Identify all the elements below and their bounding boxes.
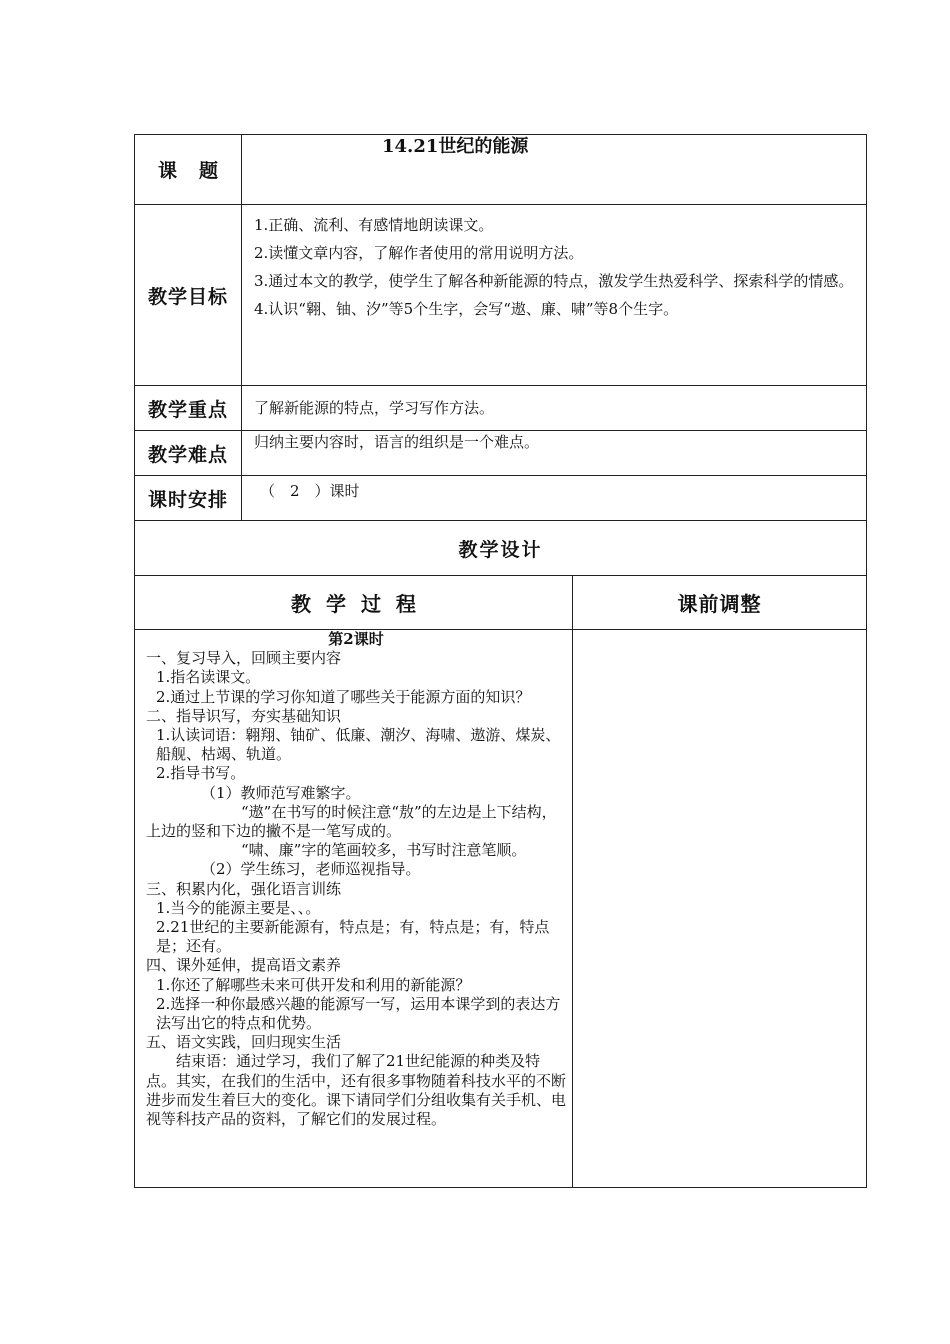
key-points-text: 了解新能源的特点，学习写作方法。 — [254, 399, 495, 417]
goal-item: 1.正确、流利、有感情地朗读课文。 — [254, 216, 494, 234]
title-row — [135, 135, 866, 205]
hours-text: （ 2 ）课时 — [260, 482, 360, 500]
adjust-header: 课前调整 — [677, 592, 762, 616]
process-line: 2.21世纪的主要新能源有，特点是；有，特点是；有，特点是；还有。 — [156, 918, 550, 956]
process-line: 2.通过上节课的学习你知道了哪些关于能源方面的知识？ — [156, 687, 531, 706]
process-line: （1）教师范写难繁字。 — [201, 783, 361, 802]
process-header: 教 学 过 程 — [135, 576, 573, 629]
goals-label: 教学目标 — [135, 205, 242, 385]
process-content — [135, 630, 573, 1187]
process-line: 2.指导书写。 — [156, 764, 246, 783]
key-points-row — [135, 386, 866, 431]
lesson-title: 14.21世纪的能源 — [382, 136, 529, 157]
process-line: 2.选择一种你最感兴趣的能源写一写，运用本课学到的表达方法写出它的特点和优势。 — [156, 994, 561, 1033]
goals-list — [242, 205, 866, 385]
process-line-text: “啸、廉”字的笔画较多，书写时注意笔顺。 — [241, 841, 527, 860]
section-heading: 四、课外延伸，提高语文素养 — [146, 956, 342, 975]
process-line — [146, 841, 566, 860]
goals-row — [135, 205, 866, 386]
difficulties-text: 归纳主要内容时，语言的组织是一个难点。 — [254, 433, 540, 451]
goal-item: 4.认识“翱、铀、汐”等5个生字，会写“遨、廉、啸”等8个生字。 — [254, 300, 679, 318]
lesson-plan-table — [134, 134, 867, 1188]
adjust-content — [573, 630, 866, 1187]
title-label: 课题 — [135, 135, 242, 204]
process-line-text: “遨”在书写的时候注意“敖”的左边是上下结构，上边的竖和下边的撇不是一笔写成的。 — [146, 802, 557, 841]
key-points-label: 教学重点 — [135, 386, 242, 430]
process-line: 1.指名读课文。 — [156, 668, 261, 687]
process-line: 1.你还了解哪些未来可供开发和利用的新能源？ — [156, 975, 471, 994]
difficulties-label: 教学难点 — [135, 431, 242, 475]
process-line: （2）学生练习，老师巡视指导。 — [201, 860, 421, 879]
difficulties-row — [135, 431, 866, 476]
section-heading: 二、指导识写，夯实基础知识 — [146, 706, 342, 725]
process-line-text: 结束语：通过学习，我们了解了21世纪能源的种类及特点。其实，在我们的生活中，还有很多事物随着科技水平的不断进步而发生着巨大的变化。课下请同学们分组收集有关手机、电视等科技产品的资料，了解它们的发展过程。 — [146, 1052, 567, 1129]
goal-item: 3.通过本文的教学，使学生了解各种新能源的特点，激发学生热爱科学、探索科学的情感。 — [254, 272, 854, 290]
lesson-number: 第2课时 — [328, 630, 384, 648]
hours-row — [135, 476, 866, 521]
section-heading: 五、语文实践，回归现实生活 — [146, 1033, 342, 1052]
process-line — [146, 803, 566, 841]
goal-item: 2.读懂文章内容，了解作者使用的常用说明方法。 — [254, 244, 584, 262]
section-heading: 一、复习导入，回顾主要内容 — [146, 649, 342, 668]
process-header-row — [135, 576, 866, 630]
hours-label: 课时安排 — [135, 476, 242, 520]
process-line — [146, 1052, 566, 1129]
process-line: 1.认读词语：翱翔、铀矿、低廉、潮汐、海啸、遨游、煤炭、船舰、枯竭、轨道。 — [156, 726, 561, 764]
section-heading: 三、积累内化，强化语言训练 — [146, 879, 342, 898]
design-header: 教学设计 — [135, 521, 866, 576]
process-body-row — [135, 630, 866, 1187]
process-line: 1.当今的能源主要是、、。 — [156, 898, 321, 917]
